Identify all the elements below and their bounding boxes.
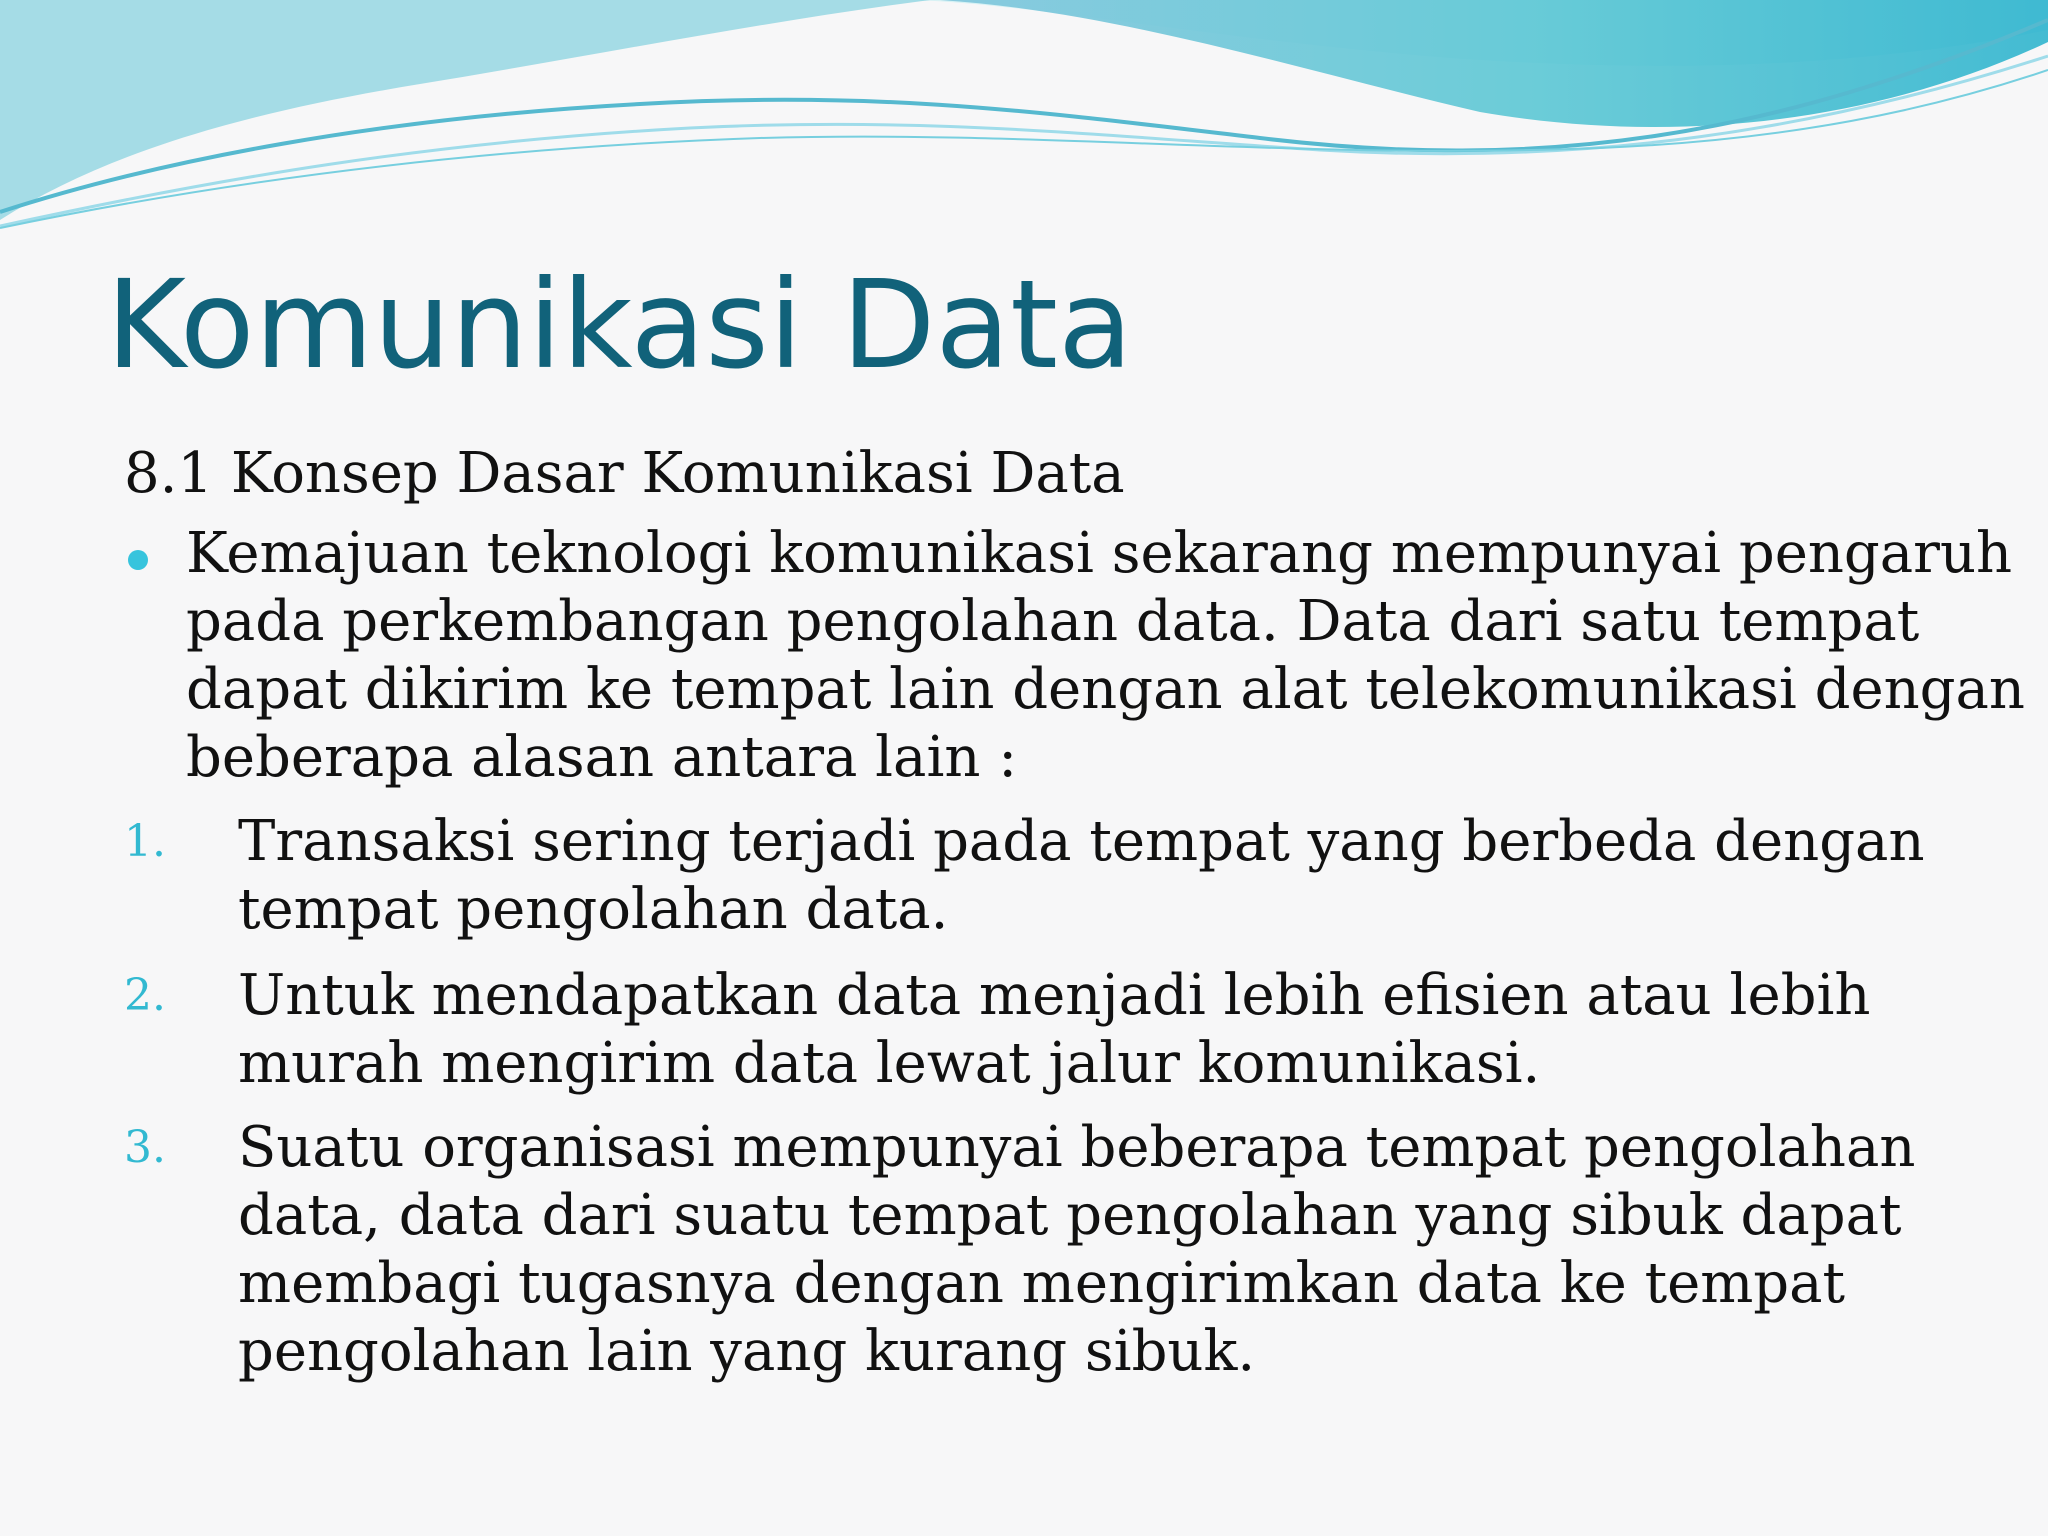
item-2-line-1: Untuk mendapatkan data menjadi lebih efisien atau lebih: [238, 963, 1871, 1028]
item-number: 2.: [124, 970, 166, 1021]
item-2-line-2: murah mengirim data lewat jalur komunikasi.: [238, 1031, 1541, 1096]
item-number: 1.: [124, 816, 166, 867]
item-1-line-2: tempat pengolahan data.: [238, 877, 949, 942]
item-3-line-1: Suatu organisasi mempunyai beberapa tempat pengolahan: [238, 1115, 1916, 1180]
bullet-dot-icon: [128, 550, 148, 570]
section-heading: 8.1 Konsep Dasar Komunikasi Data: [124, 441, 1125, 506]
item-3-line-4: pengolahan lain yang kurang sibuk.: [238, 1319, 1256, 1384]
intro-line-3: dapat dikirim ke tempat lain dengan alat telekomunikasi dengan: [186, 657, 2025, 722]
slide-title: Komunikasi Data: [106, 254, 1133, 396]
item-3-line-3: membagi tugasnya dengan mengirimkan data ke tempat: [238, 1251, 1846, 1316]
intro-line-2: pada perkembangan pengolahan data. Data dari satu tempat: [186, 589, 1920, 654]
decorative-wave-header: [0, 0, 2048, 260]
intro-line-1: Kemajuan teknologi komunikasi sekarang mempunyai pengaruh: [186, 521, 2013, 586]
item-number: 3.: [124, 1122, 166, 1173]
intro-line-4: beberapa alasan antara lain :: [186, 725, 1018, 790]
item-1-line-1: Transaksi sering terjadi pada tempat yang berbeda dengan: [238, 809, 1925, 874]
item-3-line-2: data, data dari suatu tempat pengolahan yang sibuk dapat: [238, 1183, 1902, 1248]
